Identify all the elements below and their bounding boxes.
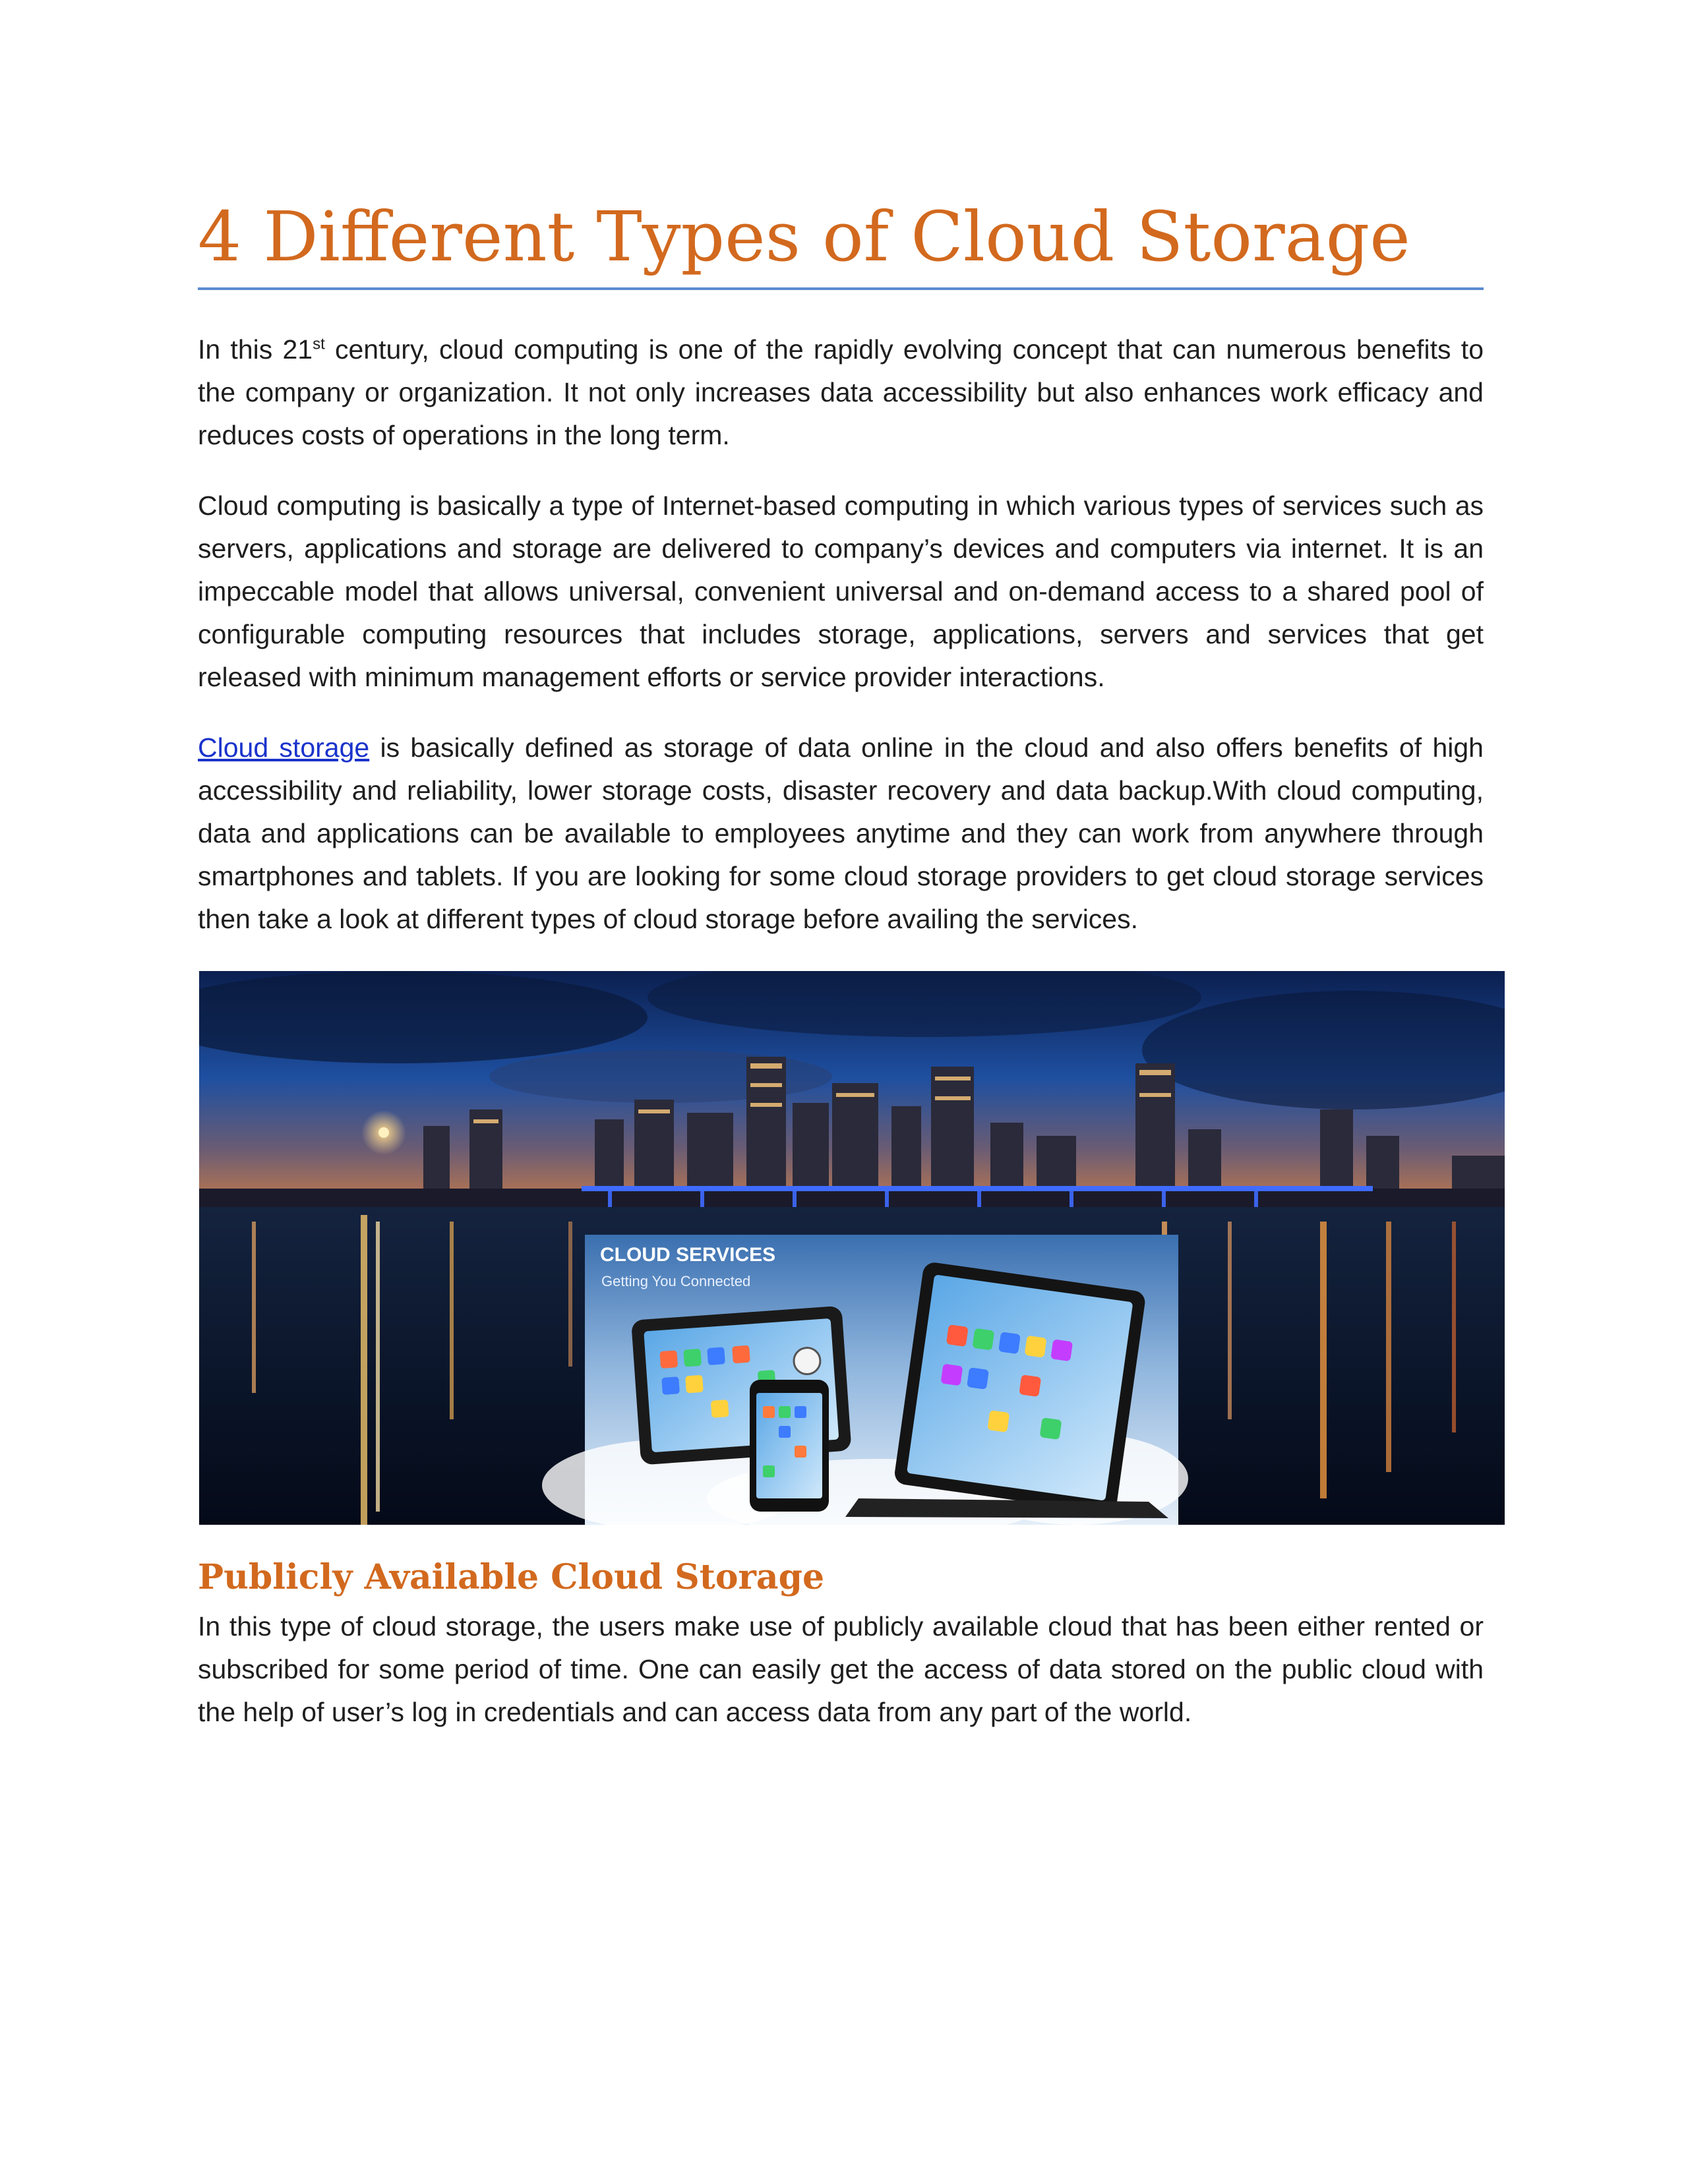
intro-text-start: In this 21 <box>198 334 313 365</box>
cloud-storage-paragraph-text: is basically defined as storage of data online in the cloud and also offers benefits of high accessibility and reliability, lower storage costs, disaster recovery and data backup.With cloud computing, data and applications can be available to employees anytime and they can work from anywhere through smartphones and tablets. If you are looking for some cloud storage providers to get cloud storage services then take a look at different types of cloud storage before availing the services. <box>198 732 1484 934</box>
document-content <box>198 198 1484 941</box>
definition-paragraph: Cloud computing is basically a type of Internet-based computing in which various types of services such as servers, applications and storage are delivered to company’s devices and computers via internet. It is an impeccable model that allows universal, convenient universal and on-demand access to a shared pool of configurable computing resources that includes storage, applications, servers and services that get released with minimum management efforts or service provider interactions. <box>198 490 1484 692</box>
laptop-device <box>893 1261 1147 1514</box>
section-heading-public-cloud: Publicly Available Cloud Storage <box>198 1557 825 1597</box>
intro-paragraph <box>198 328 1484 457</box>
cloud-storage-link[interactable]: Cloud storage <box>198 732 370 763</box>
smartphone-device <box>750 1380 829 1512</box>
intro-text-rest: century, cloud computing is one of the rapidly evolving concept that can numerous benefits to the company or organization. It not only increases data accessibility but also enhances work efficacy and reduces costs of operations in the long term. <box>198 334 1484 450</box>
ordinal-superscript: st <box>313 334 325 353</box>
overlay-subtitle: Getting You Connected <box>601 1273 751 1289</box>
section-body-public-cloud: In this type of cloud storage, the users make use of publicly available cloud that has been either rented or subscribed for some period of time. One can easily get the access of data stored on the public cloud with the help of user’s log in credentials and can access data from any part of the world. <box>198 1611 1484 1727</box>
page-title: 4 Different Types of Cloud Storage <box>198 198 1484 290</box>
cloud-storage-paragraph <box>198 726 1484 941</box>
overlay-title: CLOUD SERVICES <box>600 1244 776 1266</box>
cloud-services-image <box>199 971 1505 1525</box>
